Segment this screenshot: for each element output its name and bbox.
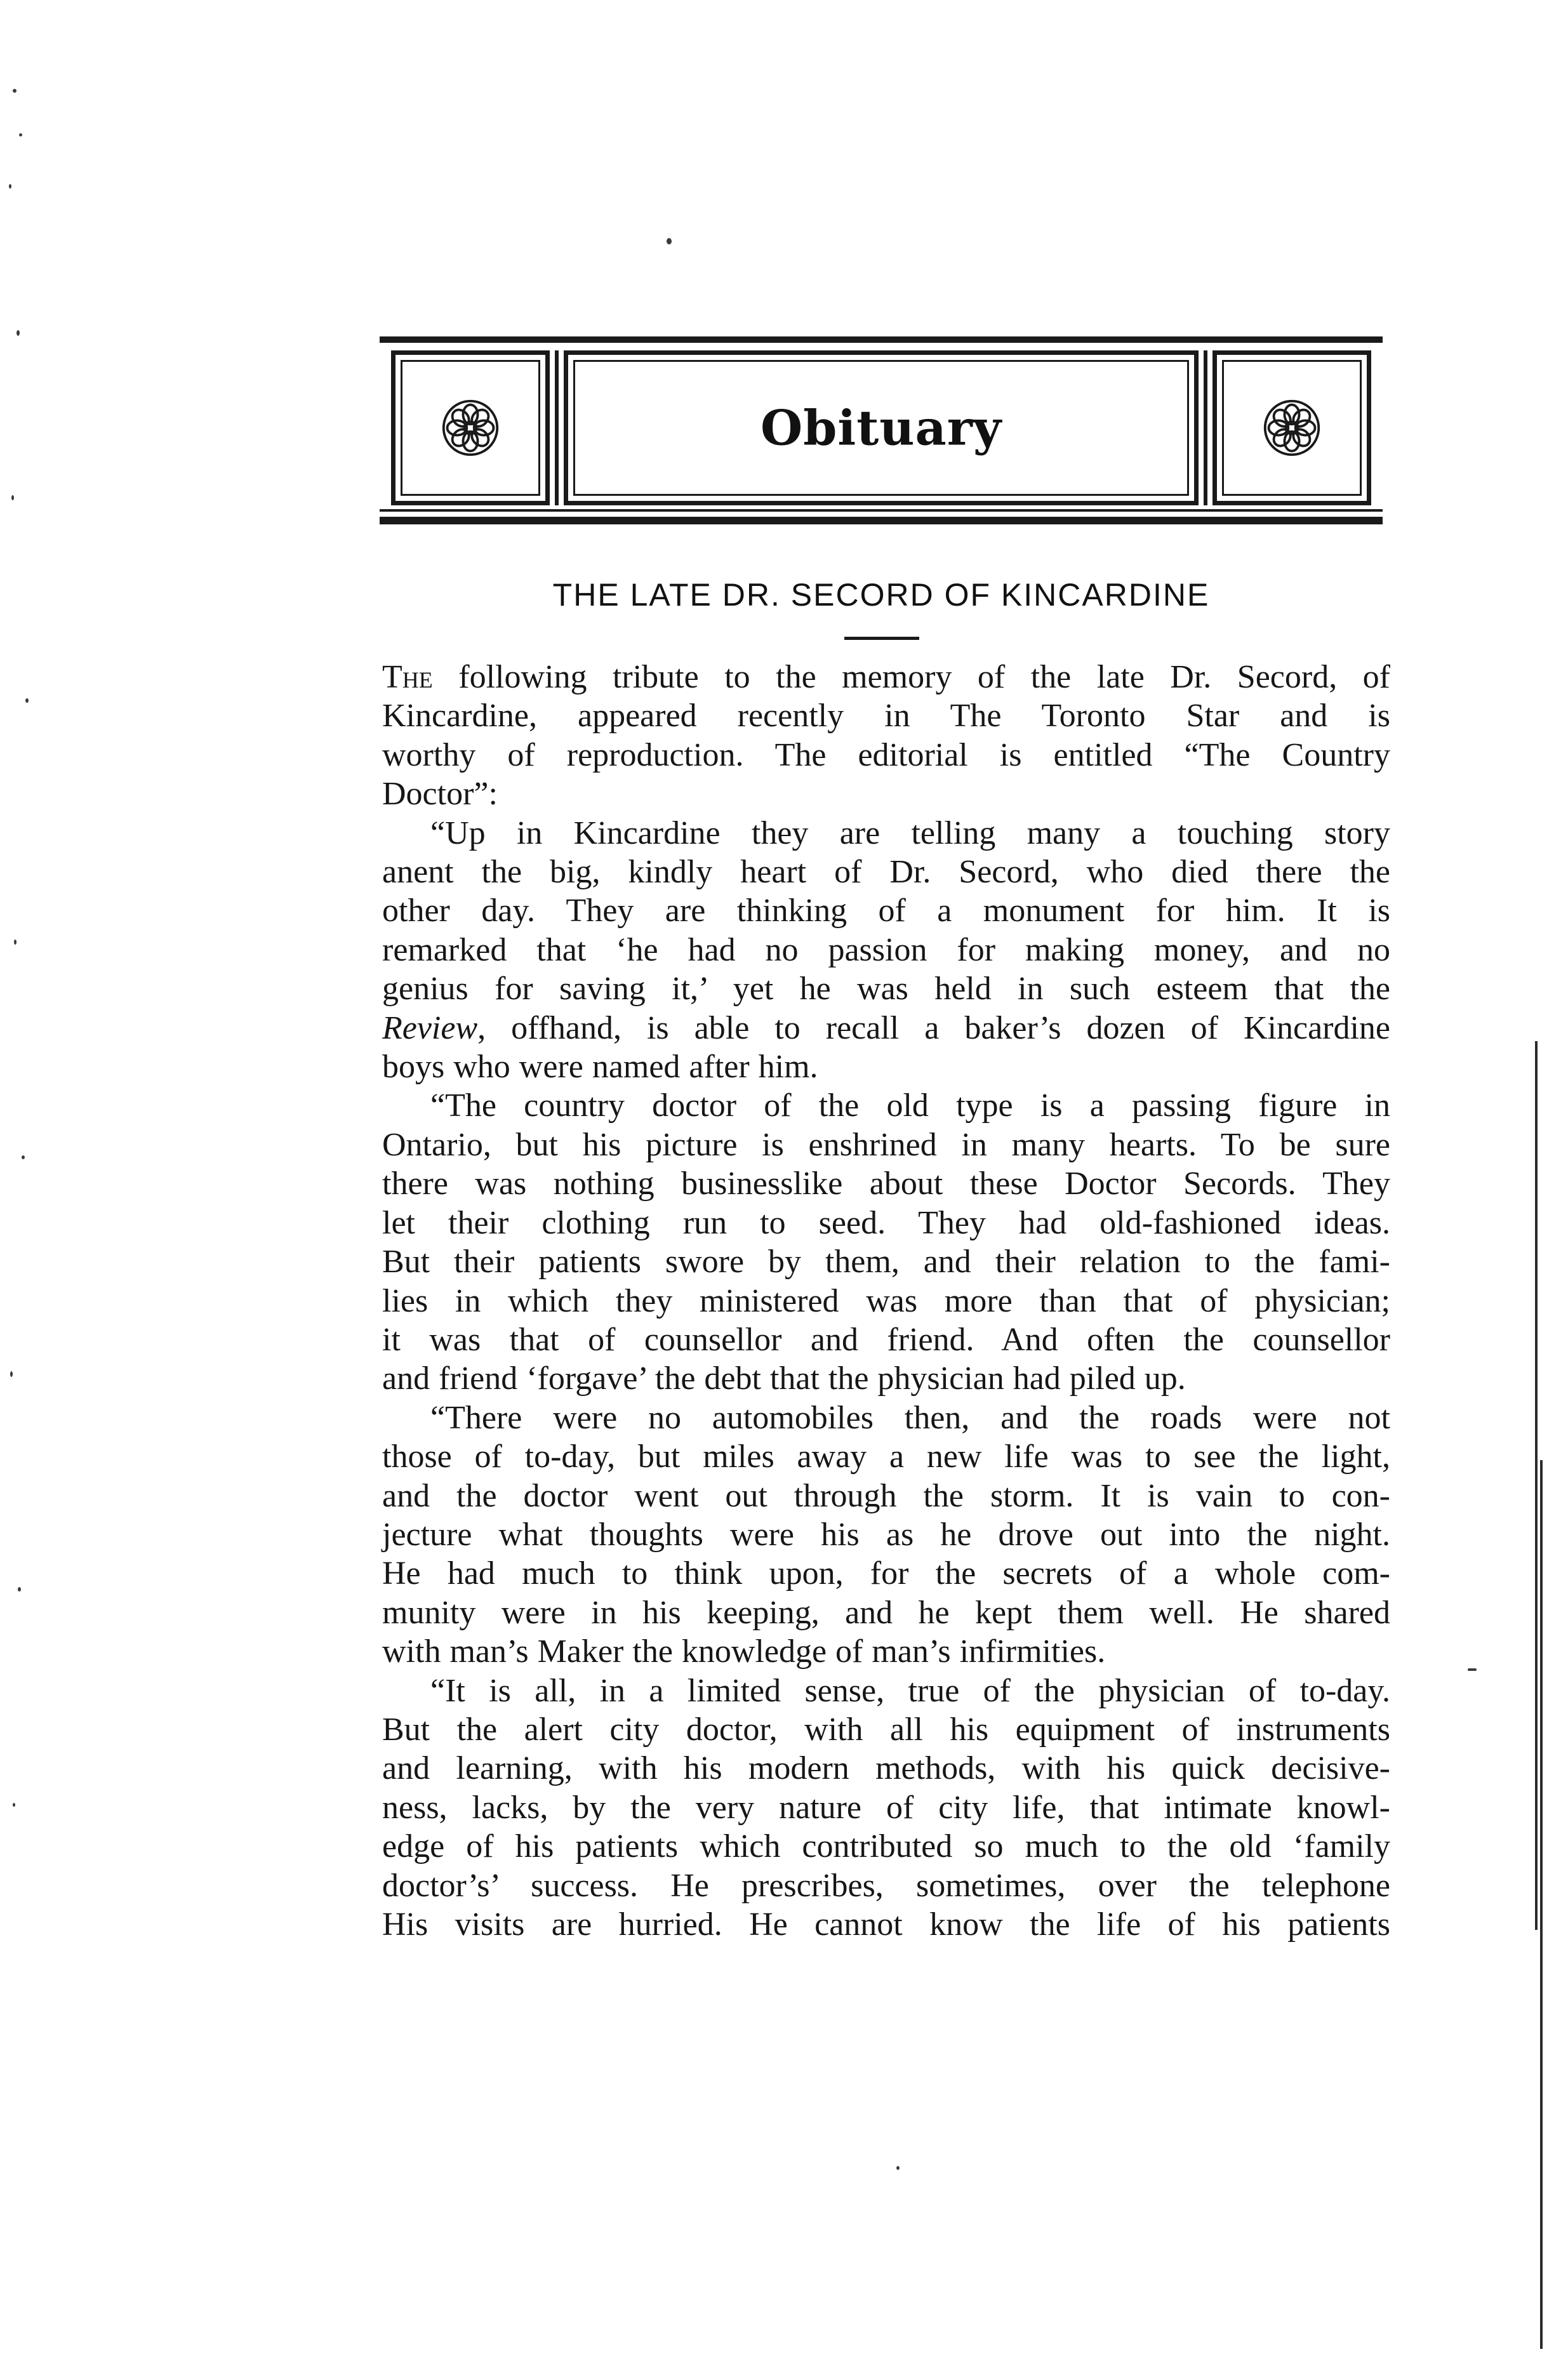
banner-title-panel (564, 350, 1199, 505)
scan-speck (896, 2166, 900, 2170)
scan-speck (14, 940, 17, 945)
text-line: “Up in Kincardine they are telling many a touching story (430, 814, 1390, 851)
paragraph-quote-2 (382, 1086, 1390, 1398)
text-line: it was that of counsellor and friend. And often the counsellor (382, 1321, 1390, 1358)
page-edge-line (1535, 1041, 1538, 1930)
scan-speck (1468, 1668, 1477, 1671)
text-line: “It is all, in a limited sense, true of the physician of to-day. (430, 1672, 1390, 1709)
banner-bottom-thin-rule (380, 509, 1383, 512)
text-line: with man’s Maker the knowledge of man’s infirmities. (382, 1633, 1106, 1670)
text-line: remarked that ‘he had no passion for making money, and no (382, 931, 1390, 968)
text-line: jecture what thoughts were his as he drove out into the night. (382, 1516, 1390, 1553)
text-line: lies in which they ministered was more than that of physician; (382, 1282, 1390, 1319)
text-line: and friend ‘forgave’ the debt that the physician had piled up. (382, 1360, 1186, 1397)
paragraph-quote-3 (382, 1399, 1390, 1672)
banner-divider (555, 350, 559, 505)
text-line: there was nothing businesslike about these Doctor Secords. They (382, 1166, 1390, 1202)
scan-speck (11, 495, 14, 500)
text-line: He had much to think upon, for the secrets of a whole com- (382, 1555, 1390, 1592)
banner-bottom-rule (380, 517, 1383, 524)
text-line: The following tribute to the memory of the late Dr. Secord, of (382, 659, 1390, 695)
scan-speck (18, 1587, 21, 1592)
text-line: Doctor”: (382, 776, 498, 813)
text-line: Kincardine, appeared recently in The Toronto Star and is (382, 698, 1390, 735)
text-line: worthy of reproduction. The editorial is entitled “The Country (382, 736, 1390, 773)
text-line: But their patients swore by them, and their relation to the fami- (382, 1244, 1390, 1280)
text-line: genius for saving it,’ yet he was held in such esteem that the (382, 971, 1390, 1007)
text-line: “The country doctor of the old type is a passing figure in (430, 1087, 1390, 1124)
banner-divider (1204, 350, 1207, 505)
scan-speck (13, 1803, 15, 1807)
text-line: edge of his patients which contributed so much to the old ‘family (382, 1828, 1390, 1865)
page-edge-line (1540, 1460, 1543, 2349)
text-line: let their clothing run to seed. They had old-fashioned ideas. (382, 1204, 1390, 1241)
newspaper-title: Review (382, 1009, 478, 1046)
scan-speck (10, 1371, 13, 1377)
scan-speck (22, 1155, 25, 1159)
paragraph-quote-1 (382, 814, 1390, 1087)
article-body (382, 658, 1390, 1944)
obituary-banner (380, 336, 1383, 524)
banner-top-rule (380, 336, 1383, 343)
lead-word: The (382, 659, 433, 695)
scan-speck (17, 330, 20, 336)
scan-speck (25, 698, 29, 703)
scan-speck (9, 184, 11, 189)
paragraph-quote-4 (382, 1672, 1390, 1945)
text-line: Review, offhand, is able to recall a baker’s dozen of Kincardine (382, 1009, 1390, 1046)
banner-right-panel (1213, 350, 1371, 505)
article-headline: THE LATE DR. SECORD OF KINCARDINE (552, 577, 1210, 613)
text-line: boys who were named after him. (382, 1049, 818, 1086)
banner-title: Obituary (760, 399, 1002, 456)
text-line: munity were in his keeping, and he kept them well. He shared (382, 1594, 1390, 1631)
text-line: other day. They are thinking of a monument for him. It is (382, 893, 1390, 929)
text-line: ness, lacks, by the very nature of city life, that intimate knowl- (382, 1789, 1390, 1826)
text-line: “There were no automobiles then, and the roads were not (430, 1399, 1390, 1436)
headline-divider (844, 637, 919, 640)
paragraph-intro (382, 658, 1390, 814)
rosette-icon (440, 397, 501, 458)
text-line: His visits are hurried. He cannot know the life of his patients (382, 1906, 1390, 1943)
banner-left-panel (391, 350, 550, 505)
rosette-icon (1261, 397, 1322, 458)
text-line: Ontario, but his picture is enshrined in many hearts. To be sure (382, 1126, 1390, 1163)
text-line: anent the big, kindly heart of Dr. Secord, who died there the (382, 854, 1390, 891)
text-line: and the doctor went out through the storm. It is vain to con- (382, 1477, 1390, 1514)
text-line: doctor’s’ success. He prescribes, sometimes, over the telephone (382, 1867, 1390, 1904)
text-line: But the alert city doctor, with all his equipment of instruments (382, 1711, 1390, 1748)
text-line: and learning, with his modern methods, with his quick decisive- (382, 1750, 1390, 1787)
scan-speck (13, 89, 17, 93)
text-line: those of to-day, but miles away a new life was to see the light, (382, 1439, 1390, 1475)
scan-speck (19, 133, 22, 136)
scan-speck (667, 238, 672, 244)
